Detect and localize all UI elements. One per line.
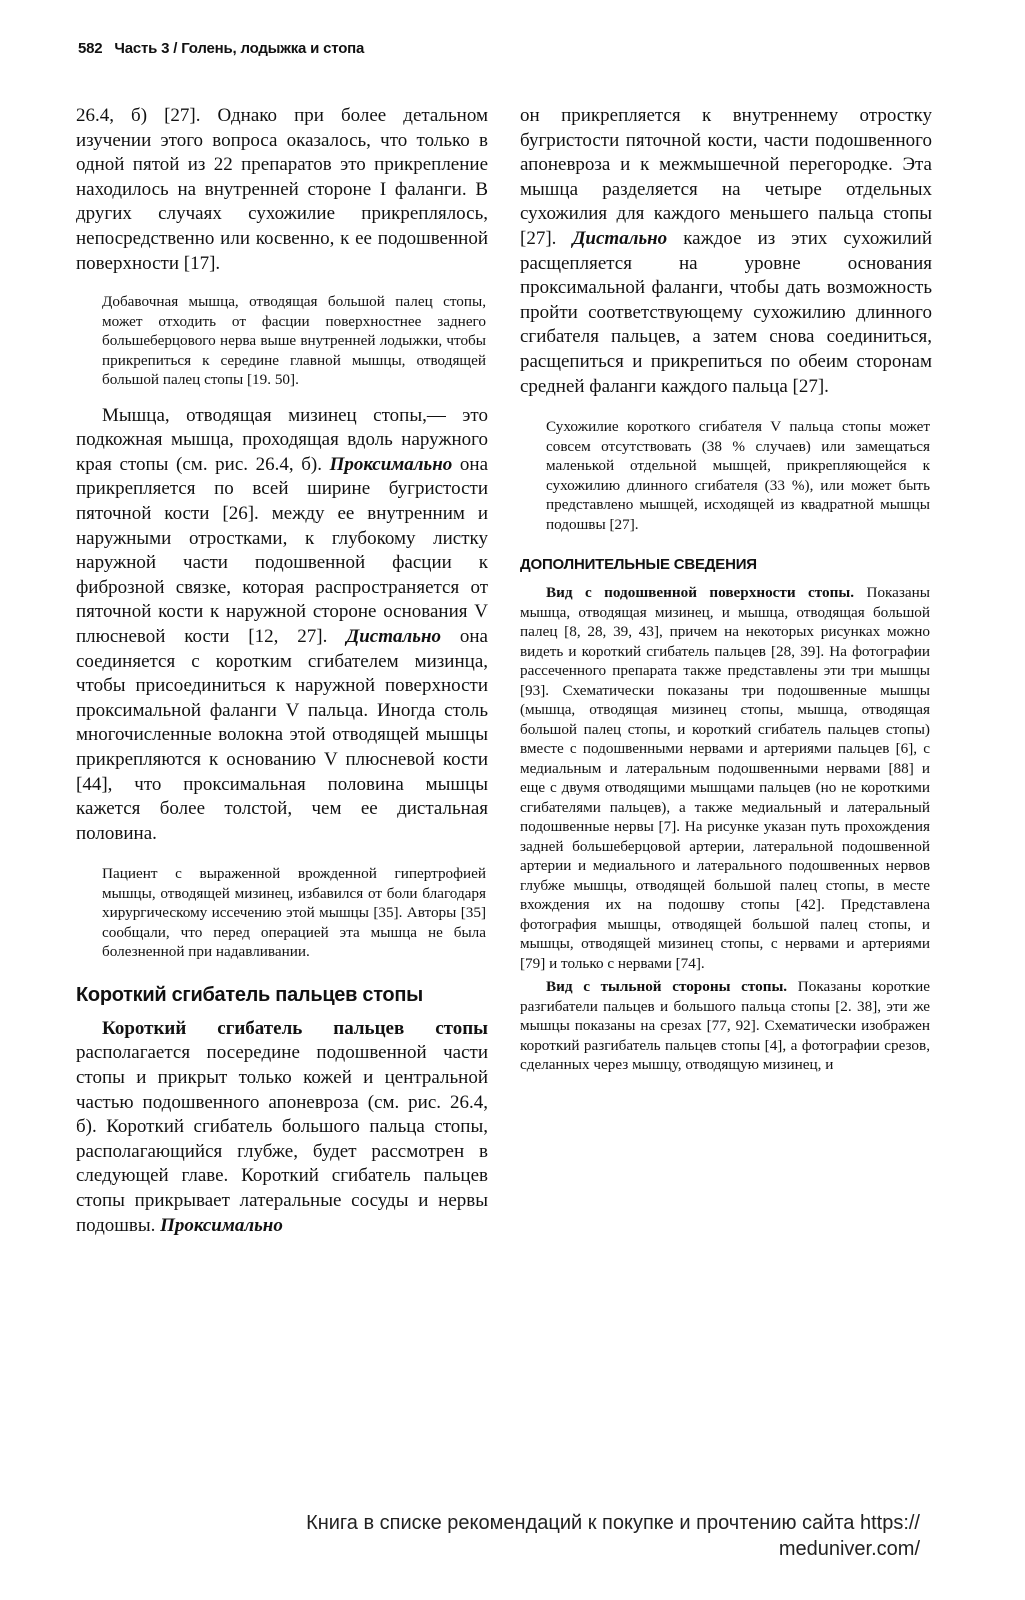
emphasis: Проксимально bbox=[160, 1214, 283, 1236]
note-paragraph: Вид с подошвенной поверхности стопы. Показаны мышца, отводящая мизинец, и мышца, отводящая большой палец [8, 28, 39, 43], причем на некоторых рисунках можно видеть и короткий сгибатель пальцев [28, 39]. На фотографии рассеченного препарата также представлены эти три мышцы [93]. Схематически показаны три подошвенные мышцы (мышца, отводящая мизинец стопы, мышца, отводящая большой палец стопы, и короткий сгибатель пальцев стопы) вместе с подошвенными нервами и артериями пальцев [6], с медиальным и латеральным подошвенными нервами [88] и еще с двумя отводящими мышцами пальцев (но не короткими сгибателями пальцев), а также медиальный и латеральный подошвенные нервы [7]. На рисунке указан путь прохождения задней большеберцовой артерии, латеральной подошвенной артерии и медиального и латерального подошвенных нервов глубже мышцы, отводящей большой палец стопы, в месте вхождения их на подошву стопы [42]. Представлена фотография мышцы, отводящей большой палец стопы, и мышцы, отводящей мизинец стопы, с нервами и артериями [79] и только с нервами [74]. bbox=[520, 584, 930, 972]
bold-term: Вид с подошвенной поверхности стопы. bbox=[546, 584, 855, 602]
paragraph: 26.4, б) [27]. Однако при более детальном изучении этого вопроса оказалось, что только в одной пятой из 22 препаратов это прикрепление находилось на внутренней стороне I фаланги. В других случаях сухожилие прикреплялось, непосредственно или косвенно, к ее подошвенной поверхности [17]. bbox=[76, 105, 488, 274]
page-number: 582 bbox=[78, 40, 103, 57]
footer-line: meduniver.com/ bbox=[778, 1538, 920, 1560]
emphasis: Дистально bbox=[572, 227, 668, 249]
subsection-heading: ДОПОЛНИТЕЛЬНЫЕ СВЕДЕНИЯ bbox=[520, 556, 757, 574]
emphasis: Проксимально bbox=[329, 453, 453, 475]
note-paragraph: Вид с тыльной стороны стопы. Показаны короткие разгибатели пальцев и большого пальца стопы [2. 38], эти же мышцы показаны на срезах [77, 92]. Схематически изображен короткий разгибатель пальцев стопы [4], а фотографии срезов, сделанных через мышцу, отводящую мизинец, и bbox=[520, 978, 930, 1074]
note-paragraph: Добавочная мышца, отводящая большой палец стопы, может отходить от фасции поверхностнее заднего большеберцового нерва выше внутренней лодыжки, чтобы прикрепиться к середине главной мышцы, отводящей большой палец стопы [19. 50]. bbox=[102, 293, 486, 389]
paragraph: Мышца, отводящая мизинец стопы,— это подкожная мышца, проходящая вдоль наружного края стопы (см. рис. 26.4, б). Проксимально она прикрепляется по всей ширине бугристости пяточной кости [26]. между ее внутренним и наружными отростками, к глубокому листку наружной части подошвенной фасции к фиброзной связке, которая распространяется от пяточной кости к наружной стороне основания V плюсневой кости [12, 27]. Дистально она соединяется с коротким сгибателем мизинца, чтобы присоединиться к наружной поверхности проксимальной фаланги V пальца. Иногда столь многочисленные волокна этой отводящей мышцы прикрепляются к основанию V плюсневой кости [44], что проксимальная половина мышцы кажется более толстой, чем ее дистальная половина. bbox=[76, 404, 489, 844]
section-heading: Короткий сгибатель пальцев стопы bbox=[76, 983, 423, 1006]
paragraph: он прикрепляется к внутреннему отростку бугристости пяточной кости, части подошвенного апоневроза и к межмышечной перегородке. Эта мышца разделяется на четыре отдельных сухожилия для каждого меньшего пальца стопы [27]. Дистально каждое из этих сухожилий расщепляется на уровне основания проксимальной фаланги, чтобы дать возможность пройти соответствующему сухожилию длинного сгибателя пальцев, а затем снова соединиться, расщепиться и прикрепиться по обеим сторонам средней фаланги каждого пальца [27]. bbox=[520, 105, 933, 397]
footer-line: Книга в списке рекомендаций к покупке и прочтению сайта https:// bbox=[306, 1512, 920, 1534]
right-column bbox=[520, 104, 932, 1075]
bold-term: Вид с тыльной стороны стопы. bbox=[546, 978, 788, 996]
footer-watermark bbox=[160, 1510, 920, 1562]
paragraph: Короткий сгибатель пальцев стопы располагается посередине подошвенной части стопы и прикрыт только кожей и центральной частью подошвенного апоневроза (см. рис. 26.4, б). Короткий сгибатель большого пальца стопы, располагающийся глубже, будет рассмотрен в следующей главе. Короткий сгибатель пальцев стопы прикрывает латеральные сосуды и нервы подошвы. Проксимально bbox=[76, 1017, 488, 1236]
page-header bbox=[78, 40, 364, 57]
running-title: Часть 3 / Голень, лодыжка и стопа bbox=[114, 40, 365, 57]
bold-term: Короткий сгибатель пальцев стопы bbox=[102, 1017, 488, 1039]
note-paragraph: Пациент с выраженной врожденной гипертрофией мышцы, отводящей мизинец, избавился от боли благодаря хирургическому иссечению этой мышцы [35]. Авторы [35] сообщали, что перед операцией эта мышца не была болезненной при надавливании. bbox=[102, 865, 486, 961]
emphasis: Дистально bbox=[346, 626, 441, 647]
note-paragraph: Сухожилие короткого сгибателя V пальца стопы может совсем отсутствовать (38 % случаев) или замещаться маленькой отдельной мышцей, прикрепляющейся к сухожилию длинного сгибателя (33 %), или может быть представлено мышцей, исходящей из квадратной мышцы подошвы [27]. bbox=[546, 418, 930, 533]
left-column bbox=[76, 104, 488, 1238]
